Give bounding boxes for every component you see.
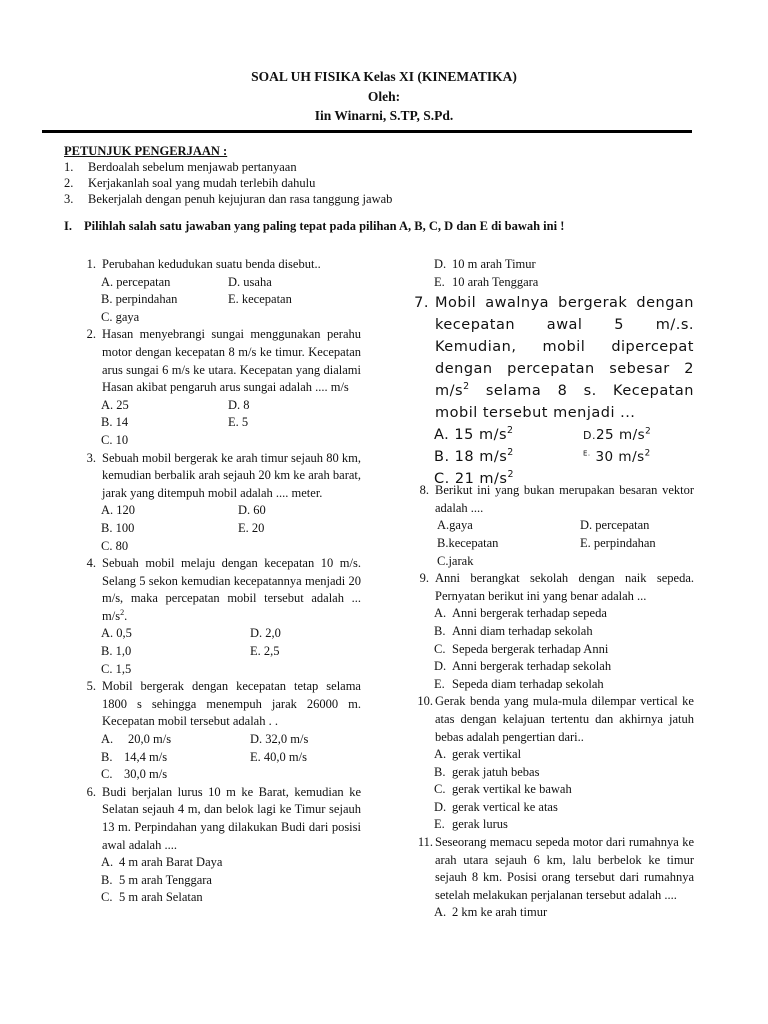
option: A. 0,5 — [101, 626, 132, 641]
option: D. Anni bergerak terhadap sekolah — [434, 659, 612, 674]
option: $^{E.}$ 30 $m/s^2$ — [583, 448, 651, 466]
author-name: Iin Winarni, S.TP, S.Pd. — [314, 108, 454, 123]
option: B.kecepatan — [437, 535, 499, 550]
option: B. 100 — [101, 520, 135, 535]
option: C. 21 $m/s^2$ — [434, 469, 514, 488]
option: D. 32,0 m/s — [250, 732, 309, 747]
question-11: 11. Seseorang memacu sepeda motor dari rumahnya ke arah utara sejauh 6 km, lalu berbelok ke timur sejauh 8 km. Posisi orang tersebut dari rumahnya setelah melakukan perjalanan tersebut adalah .... — [417, 835, 694, 902]
option: E. perpindahan — [580, 535, 656, 550]
question-3: 3. Sebuah mobil bergerak ke arah timur sejauh 80 km, kemudian berbalik arah sejauh 20 km ke arah barat, jarak yang ditempuh mobil adalah .... meter. — [86, 450, 361, 500]
q10-options — [409, 746, 694, 834]
option: B. — [101, 749, 113, 764]
question-1: 1. Perubahan kedudukan suatu benda disebut.. — [86, 257, 321, 271]
q11-options — [409, 904, 694, 922]
q6-options — [76, 854, 361, 907]
question-5: 5. Mobil bergerak dengan kecepatan tetap selama 1800 s sehingga menempuh jarak 26000 m. Kecepatan mobil tersebut adalah . . — [86, 679, 361, 729]
option: C. 80 — [101, 538, 129, 553]
option: C.jarak — [437, 553, 474, 568]
question-7: 7. Mobil awalnya bergerak dengan kecepatan awal 5 m/.s. Kemudian, mobil dipercepat dengan percepatan sebesar 2 $m/s^2$ selama 8 s. Kecepatan mobil tersebut menjadi ... A. 15 $m/s^2$ D.25 $m/s^2$ B. 18 $m/s^2$ $^{E.}$ 30 $m/s^2$ C. 21 $m/s^2$ — [409, 292, 694, 490]
option: B. 5 m arah Tenggara — [101, 872, 212, 887]
option: E. 5 — [228, 415, 249, 430]
option: B. gerak jatuh bebas — [434, 764, 540, 779]
option: D. 10 m arah Timur — [434, 257, 536, 271]
option: B. 1,0 — [101, 644, 132, 659]
option: 14,4 m/s — [124, 749, 168, 764]
option: D. percepatan — [580, 518, 650, 533]
q6-options-continued — [409, 256, 694, 291]
option: A. 15 $m/s^2$ — [434, 425, 514, 444]
option: E. gerak lurus — [434, 817, 508, 832]
option: B. perpindahan — [101, 292, 178, 307]
option: D.25 $m/s^2$ — [583, 426, 652, 444]
instructions-heading: PETUNJUK PENGERJAAN : — [64, 144, 228, 158]
option: C. 1,5 — [101, 661, 132, 676]
option: A. Anni bergerak terhadap sepeda — [434, 606, 607, 621]
section-instruction: I. Pilihlah salah satu jawaban yang paling tepat pada pilihan A, B, C, D dan E di bawah ini ! — [64, 219, 565, 233]
option: C. Sepeda bergerak terhadap Anni — [434, 641, 609, 656]
option: A. 4 m arah Barat Daya — [101, 855, 223, 870]
question-2: 2. Hasan menyebrangi sungai menggunakan perahu motor dengan kecepatan 8 m/s ke timur. Kecepatan arus sungai 6 m/s ke utara. Kecepatan yang dialami Hasan akibat pengaruh arus sungai adalah .... m/s — [86, 327, 361, 395]
option: B. 14 — [101, 415, 129, 430]
question-10: 10. Gerak benda yang mula-mula dilempar vertical ke atas dengan kelajuan tertentu dan akhirnya jatuh bebas adalah pengertian dari.. — [417, 694, 694, 744]
instruction-item: 2. Kerjakanlah soal yang mudah terlebih dahulu — [64, 176, 316, 190]
document-title: SOAL UH FISIKA Kelas XI (KINEMATIKA) — [251, 69, 517, 84]
header-divider — [42, 130, 692, 133]
option: E. 2,5 — [250, 644, 280, 659]
option: E. 20 — [238, 520, 265, 535]
option: E. Sepeda diam terhadap sekolah — [434, 676, 604, 691]
instruction-item: 1. Berdoalah sebelum menjawab pertanyaan — [64, 160, 297, 174]
option: E. 40,0 m/s — [250, 749, 307, 764]
q1-options — [76, 274, 361, 292]
instruction-item: 3. Bekerjalah dengan penuh kejujuran dan rasa tanggung jawab — [64, 192, 393, 206]
option: 30,0 m/s — [124, 767, 168, 782]
option: D. 2,0 — [250, 626, 281, 641]
question-6: 6. Budi berjalan lurus 10 m ke Barat, kemudian ke Selatan sejauh 4 m, dan belok lagi ke Timur sejauh 13 m. Perpindahan yang dilakukan Budi dari posisi awal adalah .... — [86, 784, 361, 852]
option: C. 10 — [101, 432, 129, 447]
option: A. 2 km ke arah timur — [434, 905, 548, 920]
left-column — [76, 256, 361, 907]
option: D. 8 — [228, 397, 250, 412]
option: B. Anni diam terhadap sekolah — [434, 623, 593, 638]
option: 20,0 m/s — [128, 732, 172, 747]
option: C. gaya — [101, 309, 140, 324]
question-8: 8. Berikut ini yang bukan merupakan besaran vektor adalah .... — [419, 483, 694, 515]
option: E. 10 arah Tenggara — [434, 274, 539, 289]
option: A. — [101, 732, 114, 747]
option: A. 25 — [101, 397, 129, 412]
option: A.gaya — [437, 518, 473, 533]
q9-options — [409, 605, 694, 693]
option: C. 5 m arah Selatan — [101, 890, 203, 905]
option: D. gerak vertical ke atas — [434, 799, 558, 814]
by-label: Oleh: — [367, 89, 401, 104]
option: C. gerak vertikal ke bawah — [434, 782, 572, 797]
right-column — [409, 256, 694, 922]
option: B. 18 $m/s^2$ — [434, 447, 514, 466]
question-4: 4. Sebuah mobil melaju dengan kecepatan 10 m/s. Selang 5 sekon kemudian kecepatannya menjadi 20 m/s, maka percepatan mobil tersebut adalah ... $m/s^2$. — [86, 556, 361, 623]
question-9: 9. Anni berangkat sekolah dengan naik sepeda. Pernyatan berikut ini yang benar adalah ... — [419, 571, 694, 603]
option: A. 120 — [101, 503, 136, 518]
instructions-block — [64, 143, 392, 207]
option: A. percepatan — [101, 274, 171, 289]
option: A. gerak vertikal — [434, 747, 522, 762]
option: D. usaha — [228, 274, 272, 289]
option: C. — [101, 767, 113, 782]
option: D. 60 — [238, 503, 266, 518]
option: E. kecepatan — [228, 292, 292, 307]
